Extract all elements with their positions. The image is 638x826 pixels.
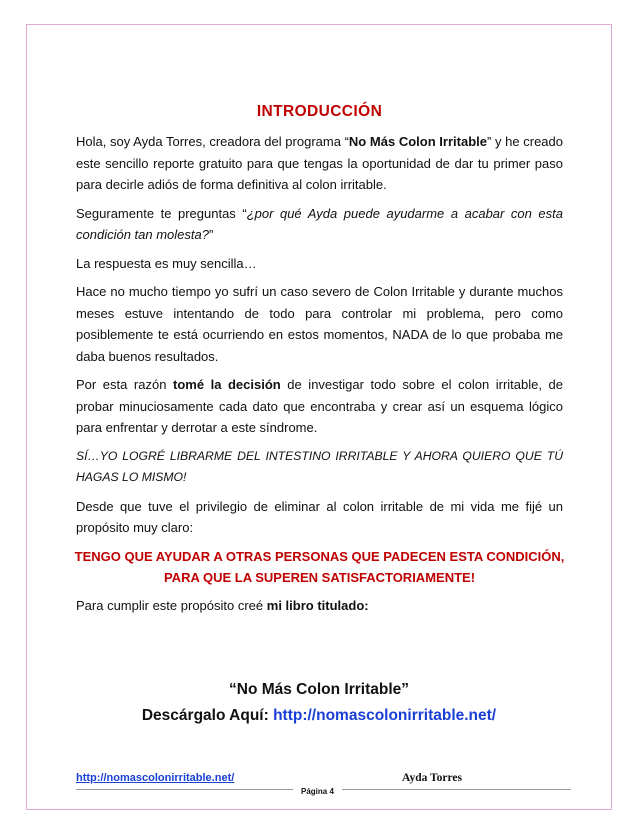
paragraph-intro [76, 131, 563, 196]
decision-bold: tomé la decisión [172, 377, 281, 392]
download-link[interactable]: http://nomascolonirritable.net/ [273, 707, 497, 724]
question-text: ¿por qué Ayda puede ayudarme a acabar con esta condición tan molesta? [76, 205, 563, 242]
question-lead: Seguramente te preguntas “ [76, 205, 247, 221]
book-intro-text: Para cumplir este propósito creé [76, 597, 267, 613]
footer-link[interactable]: http://nomascolonirritable.net/ [76, 772, 235, 784]
book-callout [26, 680, 612, 726]
footer-page-box [293, 781, 342, 799]
question-close: ” [208, 227, 214, 242]
paragraph-decision [76, 374, 563, 439]
mission-line-2: PARA QUE LA SUPEREN SATISFACTORIAMENTE! [163, 569, 476, 585]
page-number: Página 4 [301, 787, 334, 796]
paragraph-success: SÍ…YO LOGRÉ LIBRARME DEL INTESTINO IRRITABLE Y AHORA QUIERO QUE TÚ HAGAS LO MISMO! [76, 448, 563, 484]
document-body [76, 103, 563, 623]
download-line [26, 706, 612, 726]
decision-rest: de investigar todo sobre el colon irritable, de probar minuciosamente cada dato que encontraba y crear así un esquema lógico para enfrentar y derrotar a este síndrome. [76, 377, 563, 435]
page-title: INTRODUCCIÓN [256, 103, 383, 120]
book-title: “No Más Colon Irritable” [229, 681, 409, 698]
intro-text-end: ” y he creado este sencillo reporte gratuito para que tengas la oportunidad de dar tu primer paso para decirle adiós de forma definitiva al colon irritable. [76, 134, 563, 192]
decision-lead: Por esta razón [76, 377, 173, 392]
mission-line-1: TENGO QUE AYUDAR A OTRAS PERSONAS QUE PADECEN ESTA CONDICIÓN, [74, 548, 565, 564]
intro-text-start: Hola, soy Ayda Torres, creadora del programa “ [76, 134, 349, 149]
paragraph-purpose: Desde que tuve el privilegio de eliminar al colon irritable de mi vida me fijé un propósito muy claro: [76, 498, 563, 535]
book-intro-bold: mi libro titulado: [266, 597, 369, 613]
program-name: No Más Colon Irritable [348, 134, 487, 149]
paragraph-story: Hace no mucho tiempo yo sufrí un caso severo de Colon Irritable y durante muchos meses estuve intentando de todo para controlar mi problema, pero como posiblemente te está ocurriendo en estos momentos, NADA de lo que probaba me daba buenos resultados. [76, 284, 563, 364]
paragraph-question [76, 203, 563, 246]
paragraph-book-intro [76, 595, 563, 617]
download-label: Descárgalo Aquí: [141, 707, 274, 724]
footer-author: Ayda Torres [402, 772, 462, 784]
paragraph-answer: La respuesta es muy sencilla… [76, 255, 257, 271]
mission-statement [64, 546, 575, 588]
